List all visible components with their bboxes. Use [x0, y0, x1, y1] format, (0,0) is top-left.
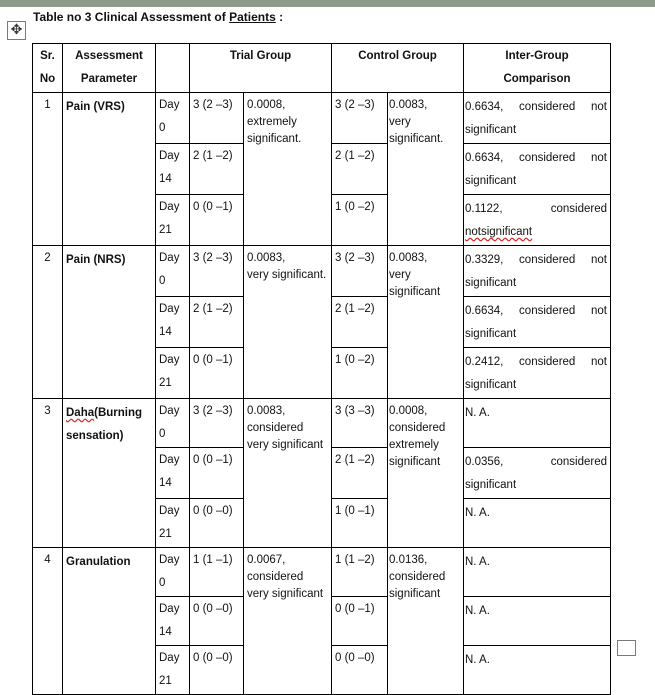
day-cell: Day 0: [156, 246, 190, 297]
inter-group-cell: N. A.: [464, 646, 611, 695]
inter-group-cell: 0.1122, considered notsignificant: [464, 195, 611, 246]
inter-group-cell: N. A.: [464, 548, 611, 597]
trial-value-cell: 2 (1 –2): [190, 297, 244, 348]
table-move-handle-icon[interactable]: ✥: [7, 21, 26, 40]
control-value-cell: 3 (2 –3): [332, 246, 388, 297]
day-cell: Day 0: [156, 399, 190, 448]
table-row: [33, 246, 611, 297]
header-inter-group: Inter-Group Comparison: [464, 44, 611, 93]
control-value-cell: 1 (1 –2): [332, 548, 388, 597]
control-significance-cell: 0.0136, considered significant: [388, 548, 464, 695]
header-trial-group: Trial Group: [190, 44, 332, 93]
inter-group-cell: 0.3329, considered not significant: [464, 246, 611, 297]
trial-value-cell: 0 (0 –1): [190, 448, 244, 499]
serial-number-cell: 1: [33, 93, 63, 246]
day-cell: Day 21: [156, 348, 190, 399]
table-resize-handle[interactable]: [617, 640, 636, 656]
day-cell: Day 0: [156, 93, 190, 144]
control-value-cell: 1 (0 –2): [332, 195, 388, 246]
trial-value-cell: 1 (1 –1): [190, 548, 244, 597]
day-cell: Day 21: [156, 646, 190, 695]
header-sr: Sr. No: [33, 44, 63, 93]
inter-group-cell: N. A.: [464, 499, 611, 548]
inter-group-cell: N. A.: [464, 597, 611, 646]
trial-significance-cell: 0.0083, considered very significant: [244, 399, 332, 548]
table-row: [33, 399, 611, 448]
serial-number-cell: 4: [33, 548, 63, 695]
parameter-cell: Pain (VRS): [63, 93, 156, 246]
header-empty: [156, 44, 190, 93]
control-value-cell: 0 (0 –0): [332, 646, 388, 695]
trial-significance-cell: 0.0008, extremely significant.: [244, 93, 332, 246]
inter-group-cell: N. A.: [464, 399, 611, 448]
inter-group-cell: 0.6634, considered not significant: [464, 297, 611, 348]
day-cell: Day 21: [156, 499, 190, 548]
trial-significance-cell: 0.0083, very significant.: [244, 246, 332, 399]
control-value-cell: 1 (0 –2): [332, 348, 388, 399]
control-significance-cell: 0.0008, considered extremely significant: [388, 399, 464, 548]
window-top-bar: [0, 0, 655, 7]
control-value-cell: 1 (0 –1): [332, 499, 388, 548]
trial-value-cell: 3 (2 –3): [190, 246, 244, 297]
header-assessment: Assessment Parameter: [63, 44, 156, 93]
trial-value-cell: 0 (0 –1): [190, 195, 244, 246]
day-cell: Day 21: [156, 195, 190, 246]
parameter-cell: Pain (NRS): [63, 246, 156, 399]
control-value-cell: 3 (2 –3): [332, 93, 388, 144]
control-value-cell: 3 (3 –3): [332, 399, 388, 448]
day-cell: Day 0: [156, 548, 190, 597]
trial-value-cell: 0 (0 –0): [190, 646, 244, 695]
day-cell: Day 14: [156, 297, 190, 348]
parameter-cell: Daha(Burning sensation): [63, 399, 156, 548]
inter-group-cell: 0.0356, considered significant: [464, 448, 611, 499]
control-value-cell: 2 (1 –2): [332, 144, 388, 195]
trial-value-cell: 0 (0 –0): [190, 597, 244, 646]
trial-value-cell: 0 (0 –0): [190, 499, 244, 548]
trial-value-cell: 2 (1 –2): [190, 144, 244, 195]
header-row: [33, 44, 611, 93]
trial-value-cell: 0 (0 –1): [190, 348, 244, 399]
serial-number-cell: 3: [33, 399, 63, 548]
table-row: [33, 548, 611, 597]
day-cell: Day 14: [156, 144, 190, 195]
serial-number-cell: 2: [33, 246, 63, 399]
day-cell: Day 14: [156, 448, 190, 499]
day-cell: Day 14: [156, 597, 190, 646]
trial-value-cell: 3 (2 –3): [190, 399, 244, 448]
inter-group-cell: 0.6634, considered not significant: [464, 93, 611, 144]
header-control-group: Control Group: [332, 44, 464, 93]
inter-group-cell: 0.2412, considered not significant: [464, 348, 611, 399]
inter-group-cell: 0.6634, considered not significant: [464, 144, 611, 195]
control-significance-cell: 0.0083, very significant.: [388, 93, 464, 246]
control-value-cell: 2 (1 –2): [332, 448, 388, 499]
clinical-assessment-table: [32, 43, 611, 695]
table-caption: Table no 3 Clinical Assessment of Patients :: [33, 10, 284, 24]
trial-value-cell: 3 (2 –3): [190, 93, 244, 144]
parameter-cell: Granulation: [63, 548, 156, 695]
control-value-cell: 2 (1 –2): [332, 297, 388, 348]
table-row: [33, 93, 611, 144]
trial-significance-cell: 0.0067, considered very significant: [244, 548, 332, 695]
control-value-cell: 0 (0 –1): [332, 597, 388, 646]
control-significance-cell: 0.0083, very significant: [388, 246, 464, 399]
